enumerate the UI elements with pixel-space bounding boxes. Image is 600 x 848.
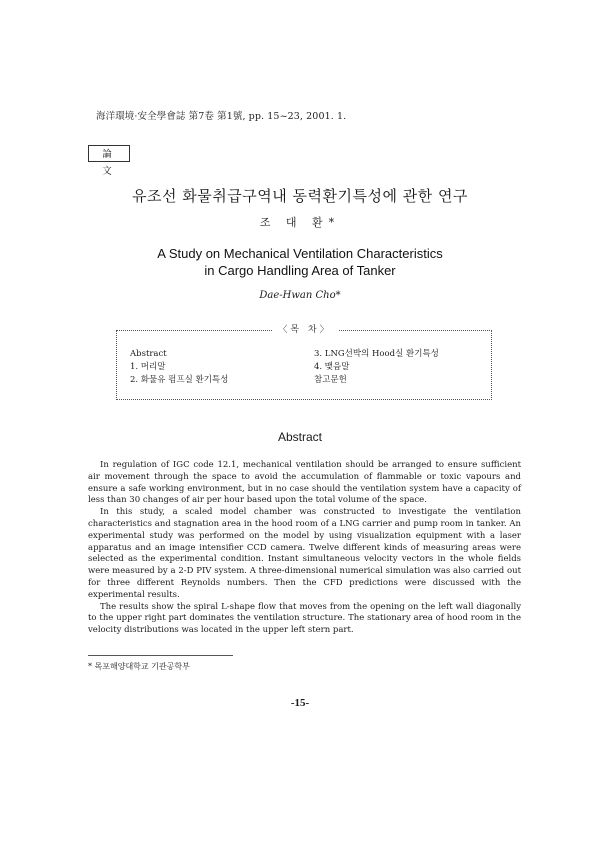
toc-right-column bbox=[314, 348, 439, 387]
toc-item: 참고문헌 bbox=[314, 375, 347, 385]
abstract-paragraph: In regulation of IGC code 12.1, mechanical ventilation should be arranged to ensure sufficient air movement through the space to avoid the accumulation of flammable or toxic vapours and ensure a safe working environment, but in no case should the ventilation system have a capacity of less than 30 changes of air per hour based upon the total volume of the space. bbox=[88, 460, 521, 506]
toc-title-text: 〈목 차〉 bbox=[272, 325, 337, 335]
toc-title bbox=[117, 324, 493, 336]
page-number: -15- bbox=[290, 697, 310, 709]
abstract-heading: Abstract bbox=[277, 430, 322, 444]
english-author: Dae-Hwan Cho* bbox=[259, 290, 341, 301]
english-title-line-1: A Study on Mechanical Ventilation Characteristics bbox=[157, 246, 443, 261]
footnote: * 목포해양대학교 기관공학부 bbox=[88, 662, 190, 671]
table-of-contents bbox=[116, 325, 492, 400]
toc-item: Abstract bbox=[130, 349, 167, 359]
toc-left-column bbox=[130, 348, 228, 387]
english-title-line-2: in Cargo Handling Area of Tanker bbox=[204, 263, 396, 278]
toc-item: 2. 화물유 펌프실 환기특성 bbox=[130, 375, 229, 385]
section-tag: 論 文 bbox=[88, 145, 130, 162]
toc-item: 4. 맺음말 bbox=[314, 362, 350, 372]
toc-item: 3. LNG선박의 Hood실 환기특성 bbox=[314, 349, 439, 359]
korean-author: 조 대 환* bbox=[259, 216, 341, 229]
korean-title: 유조선 화물취급구역내 동력환기특성에 관한 연구 bbox=[132, 187, 468, 205]
abstract-paragraph: The results show the spiral L-shape flow that moves from the opening on the left wall diagonally to the upper right part dominates the ventilation structure. The stationary area of hood room in the velocity distributions was located in the upper left stern part. bbox=[88, 601, 521, 636]
toc-item: 1. 머리말 bbox=[130, 362, 166, 372]
abstract-body bbox=[88, 460, 521, 637]
journal-header: 海洋環境·安全學會誌 第7卷 第1號, pp. 15~23, 2001. 1. bbox=[96, 111, 347, 122]
footnote-divider bbox=[88, 655, 233, 656]
abstract-paragraph: In this study, a scaled model chamber was constructed to investigate the ventilation characteristics and stagnation area in the hood room of a LNG carrier and pump room in tanker. An experimental study was performed on the model by using visualization equipment with a laser apparatus and an image intensifier CCD camera. Twelve different kinds of measuring areas were selected as the experimental condition. Instant simultaneous velocity vectors in the whole fields were measured by a 2-D PIV system. A three-dimensional numerical simulation was also carried out for three different Reynolds numbers. Then the CFD predictions were discussed with the experimental results. bbox=[88, 507, 521, 600]
english-title bbox=[0, 245, 600, 279]
